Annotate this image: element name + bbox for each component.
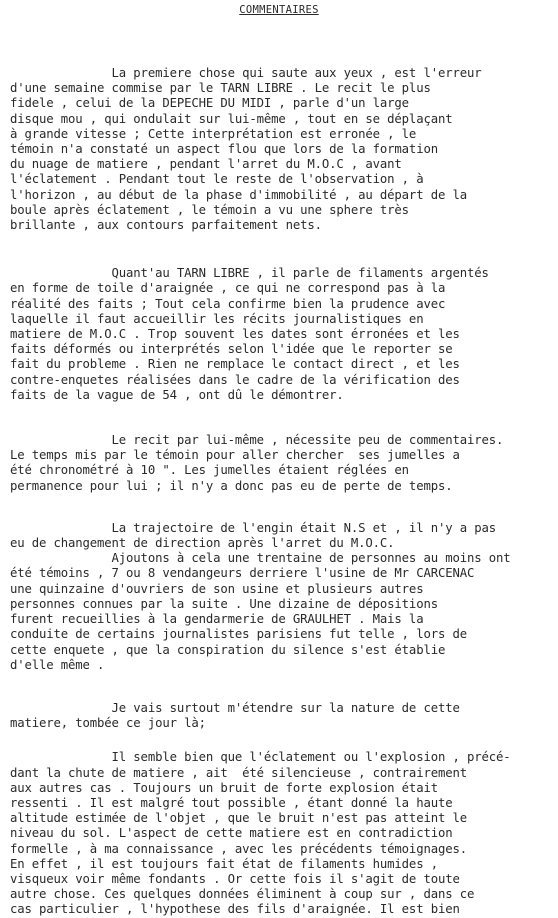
text-line: fait du probleme . Rien ne remplace le contact direct , et les — [10, 357, 460, 372]
text-line: d'elle même . — [10, 657, 105, 672]
text-line: été témoins , 7 ou 8 vendangeurs derriere l'usine de Mr CARCENAC — [10, 566, 475, 581]
text-line: en forme de toile d'araignée , ce qui ne correspond pas à la — [10, 281, 446, 296]
text-line: disque mou , qui ondulait sur lui-même , tout en se déplaçant — [10, 111, 453, 126]
paragraph-3 — [10, 433, 548, 494]
text-line: du nuage de matiere , pendant l'arret du M.O.C , avant — [10, 157, 402, 172]
text-line: Je vais surtout m'étendre sur la nature de cette — [10, 700, 460, 715]
text-line: témoin n'a constaté un aspect flou que lors de la formation — [10, 142, 438, 157]
text-line: laquelle il faut accueillir les récits journalistiques en — [10, 311, 424, 326]
text-line: conduite de certains journalistes parisiens fut telle , lors de — [10, 627, 467, 642]
text-line: l'horizon , au début de la phase d'immobilité , au départ de la — [10, 187, 467, 202]
text-line: autre chose. Ces quelques données éliminent à coup sur , dans ce — [10, 887, 475, 902]
text-line: contre-enquetes réalisées dans le cadre de la vérification des — [10, 372, 460, 387]
text-line: d'une semaine commise par le TARN LIBRE . Le recit le plus — [10, 81, 431, 96]
text-line: une quinzaine d'ouvriers de son usine et plusieurs autres — [10, 581, 424, 596]
text-line: personnes connues par la suite . Une dizaine de dépositions — [10, 596, 438, 611]
page-title: COMMENTAIRES — [239, 4, 319, 16]
text-line: réalité des faits ; Tout cela confirme bien la prudence avec — [10, 296, 446, 311]
paragraph-2 — [10, 266, 548, 403]
text-line: furent recueillies à la gendarmerie de GRAULHET . Mais la — [10, 612, 424, 627]
text-line: eu de changement de direction après l'arret du M.O.C. — [10, 536, 395, 551]
text-line: été chronométré à 10 ". Les jumelles étaient réglées en — [10, 463, 409, 478]
paragraph-4 — [10, 521, 548, 673]
text-line: Il semble bien que l'éclatement ou l'explosion , précé- — [10, 750, 511, 765]
text-line: matiere de M.O.C . Trop souvent les dates sont érronées et les — [10, 327, 460, 342]
text-line: niveau du sol. L'aspect de cette matiere est en contradiction — [10, 826, 453, 841]
text-line: à grande vitesse ; Cette interprétation est erronée , le — [10, 126, 417, 141]
text-line: dant la chute de matiere , ait été silencieuse , contrairement — [10, 765, 467, 780]
text-line: cette enquete , que la conspiration du silence s'est établie — [10, 642, 446, 657]
text-line: formelle , à ma connaissance , avec les précédents témoignages. — [10, 841, 467, 856]
text-line: La trajectoire de l'engin était N.S et , il n'y a pas — [10, 520, 496, 535]
text-line: Ajoutons à cela une trentaine de personnes au moins ont — [10, 551, 511, 566]
text-line: La premiere chose qui saute aux yeux , est l'erreur — [10, 66, 482, 80]
text-line: En effet , il est toujours fait état de filaments humides , — [10, 856, 438, 871]
text-line: l'éclatement . Pendant tout le reste de l'observation , à — [10, 172, 424, 187]
text-line: permanence pour lui ; il n'y a donc pas eu de perte de temps. — [10, 478, 453, 493]
text-line: faits de la vague de 54 , ont dû le démontrer. — [10, 387, 344, 402]
text-line: matiere, tombée ce jour là; — [10, 716, 206, 731]
text-line: boule après éclatement , le témoin a vu une sphere très — [10, 202, 409, 217]
text-line: ressenti . Il est malgré tout possible , étant donné la haute — [10, 795, 453, 810]
paragraph-5 — [10, 701, 548, 731]
text-line: Le temps mis par le témoin pour aller chercher ses jumelles a — [10, 448, 460, 463]
text-line: visqueux voir même fondants . Or cette fois il s'agit de toute — [10, 871, 460, 886]
text-line: faits déformés ou interprétés selon l'idée que le reporter se — [10, 342, 453, 357]
text-line: Le recit par lui-même , nécessite peu de commentaires. — [10, 433, 504, 448]
text-line: altitude estimée de l'objet , que le bruit n'est pas atteint le — [10, 811, 467, 826]
text-line: fidele , celui de la DEPECHE DU MIDI , parle d'un large — [10, 96, 409, 111]
text-line: cas particulier , l'hypothese des fils d'araignée. Il est bien — [10, 902, 460, 917]
paragraph-1 — [10, 66, 548, 233]
text-line: aux autres cas . Toujours un bruit de forte explosion était — [10, 780, 438, 795]
text-line: Quant'au TARN LIBRE , il parle de filaments argentés — [10, 266, 489, 281]
text-line: brillante , aux contours parfaitement nets. — [10, 218, 322, 233]
paragraph-6 — [10, 750, 548, 917]
